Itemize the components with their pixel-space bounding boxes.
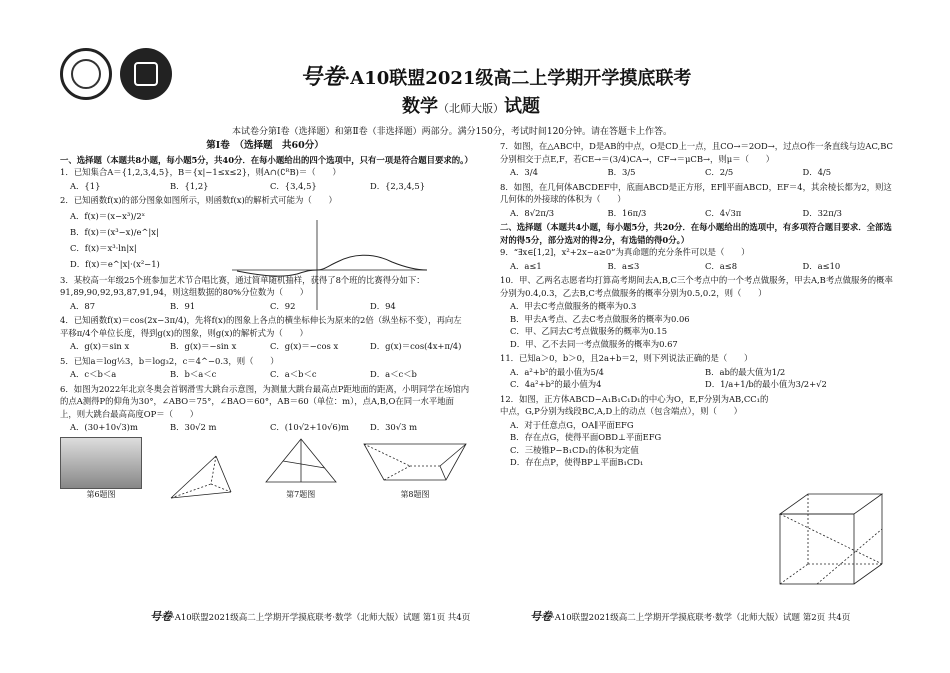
exam-notice: 本试卷分第Ⅰ卷（选择题）和第Ⅱ卷（非选择题）两部分。满分150分，考试时间120分钟。请在答题卡上作答。 bbox=[232, 127, 673, 137]
figure-6: 第6题图 bbox=[60, 437, 142, 502]
options-10: A．甲去C考点做服务的概率为0.3 B．甲去A考点、乙去C考点做服务的概率为0.06 C．甲、乙同去C考点做服务的概率为0.15 D．甲、乙不去同一考点做服务的概率为0.67 bbox=[510, 301, 690, 349]
figures-row bbox=[60, 436, 470, 502]
education-logo bbox=[120, 48, 172, 100]
function-graph bbox=[232, 218, 432, 313]
section-heading-2: 二、选择题（本题共4小题，每小题5分，共20分．在每小题给出的选项中，有多项符合题目要求．全部选对的得5分，部分选对的得2分，有选错的得0分。） bbox=[500, 222, 892, 245]
question-11: 11．已知a＞0，b＞0，且2a+b＝2，则下列说法正确的是（ ） bbox=[500, 353, 753, 363]
exam-title: 号卷·A10联盟2021级高二上学期开学摸底联考 bbox=[300, 64, 692, 90]
school-seal-logo bbox=[60, 48, 112, 100]
question-7: 7．如图，在△ABC中，D是AB的中点，O是CD上一点，且CO→＝2OD→，过点O作一条直线与边AC,BC分别相交于点E,F，若CE→＝(3/4)CA→，CF→＝μCB→，则μ＝（ ） bbox=[500, 141, 893, 164]
question-8: 8．如图，在几何体ABCDEF中，底面ABCD是正方形，EF∥平面ABCD，EF＝4，其余棱长都为2，则这几何体的外接球的体积为（ ） bbox=[500, 181, 892, 204]
question-12: 12．如图，正方体ABCD−A₁B₁C₁D₁的中心为O，E,F分别为AB,CC₁的中点，G,P分别为线段BC,A,D上的动点（包含端点），则（ ） bbox=[500, 393, 769, 416]
question-6: 6．如图为2022年北京冬奥会首钢滑雪大跳台示意图，为测量大跳台最高点P距地面的距离，小明同学在场馆内的点A测得P的仰角为30°，∠ABO＝75°，∠BAO＝60°，AB＝60（单位：m），点A,B,O在同一水平地面上，则大跳台最高高度OP＝（ ） bbox=[60, 383, 470, 419]
question-1: 1．已知集合A＝{1,2,3,4,5}，B＝{x|−1≤x≤2}，则A∩(∁ᴿB)＝（ ） bbox=[60, 167, 341, 177]
question-2: 2．已知函数f(x)的部分图象如图所示，则函数f(x)的解析式可能为（ ） bbox=[60, 195, 337, 205]
question-5: 5．已知a＝log½3，b＝log₃2，c＝4^−0.3，则（ ） bbox=[60, 355, 279, 366]
question-3: 3．某校高一年级25个班参加艺术节合唱比赛，通过简单随机抽样，获得了8个班的比赛得分如下：91,89,90,92,93,87,91,94，则这组数据的80%分位数为（ ） bbox=[60, 274, 425, 297]
options-2: A．f(x)＝(x−x³)/2ˣ B．f(x)＝(x³−x)/e^|x| C．f(x)＝x³·ln|x| D．f(x)＝e^|x|·(x²−1) bbox=[70, 210, 160, 269]
triangle-diagram bbox=[261, 436, 341, 486]
footer-left: 号卷·A10联盟2021级高二上学期开学摸底联考·数学（北师大版）试题 第1页 共4页 bbox=[150, 610, 471, 623]
question-9: 9．“∃x∈[1,2]，x²+2x−a≥0”为真命题的充分条件可以是（ ） bbox=[500, 247, 750, 257]
figure-8: 第8题图 bbox=[360, 436, 470, 502]
right-column bbox=[500, 140, 900, 471]
options-5: A．c＜b＜a B．b＜a＜c C．a＜b＜c D．a＜c＜b bbox=[70, 369, 417, 379]
options-8: A．8√2π/3 B．16π/3 C．4√3π D．32π/3 bbox=[510, 207, 842, 218]
options-3: A．87 B．91 C．92 D．94 bbox=[70, 300, 396, 311]
question-10: 10．甲、乙两名志愿者均打算高考期间去A,B,C三个考点中的一个考点做服务，甲去A,B考点做服务的概率分别为0.4,0.3，乙去B,C考点做服务的概率分别为0.5,0.2，则（ ） bbox=[500, 275, 893, 298]
cube-diagram bbox=[772, 488, 890, 588]
exam-subtitle: 数学（北师大版）试题 bbox=[402, 96, 540, 117]
options-1: A．{1} B．{1,2} C．{3,4,5} D．{2,3,4,5} bbox=[70, 180, 426, 191]
part-title: 第Ⅰ卷 （选择题 共60分） bbox=[206, 140, 324, 151]
options-4: A．g(x)＝sin x B．g(x)＝−sin x C．g(x)＝−cos x D．g(x)＝cos(4x+π/4) bbox=[70, 341, 462, 351]
polyhedron-diagram bbox=[360, 436, 470, 486]
ski-jump-photo bbox=[60, 437, 142, 489]
brand-name: 号卷 bbox=[300, 64, 345, 90]
options-11: A．a²+b²的最小值为5/4 B．ab的最大值为1/2 C．4a²+b²的最小值为4 D．1/a+1/b的最小值为3/2+√2 bbox=[510, 366, 827, 389]
options-12: A．对于任意点G，OA∥平面EFG B．存在点G，使得平面OBD⊥平面EFG C．三棱锥P−B₁CD₁的体积为定值 D．存在点P，使得BP⊥平面B₁CD₁ bbox=[510, 419, 662, 467]
options-7: A．3/4 B．3/5 C．2/5 D．4/5 bbox=[510, 167, 832, 177]
figure-6-diagram bbox=[161, 452, 241, 502]
options-9: A．a≤1 B．a≤3 C．a≤8 D．a≤10 bbox=[510, 260, 841, 271]
footer-right: 号卷·A10联盟2021级高二上学期开学摸底联考·数学（北师大版）试题 第2页 共4页 bbox=[530, 610, 851, 623]
figure-7: 第7题图 bbox=[261, 436, 341, 502]
section-heading: 一、选择题（本题共8小题，每小题5分，共40分．在每小题给出的四个选项中，只有一项是符合题目要求的。） bbox=[60, 154, 473, 165]
left-column bbox=[60, 140, 473, 502]
question-4: 4．已知函数f(x)＝cos(2x−3π/4)，先将f(x)的图象上各点的横坐标伸长为原来的2倍（纵坐标不变），再向左平移π/4个单位长度，得到g(x)的图象，则g(x)的解析式为（ ） bbox=[60, 315, 462, 338]
options-6: A．(30+10√3)m B．30√2 m C．(10√2+10√6)m D．30√3 m bbox=[70, 422, 418, 432]
